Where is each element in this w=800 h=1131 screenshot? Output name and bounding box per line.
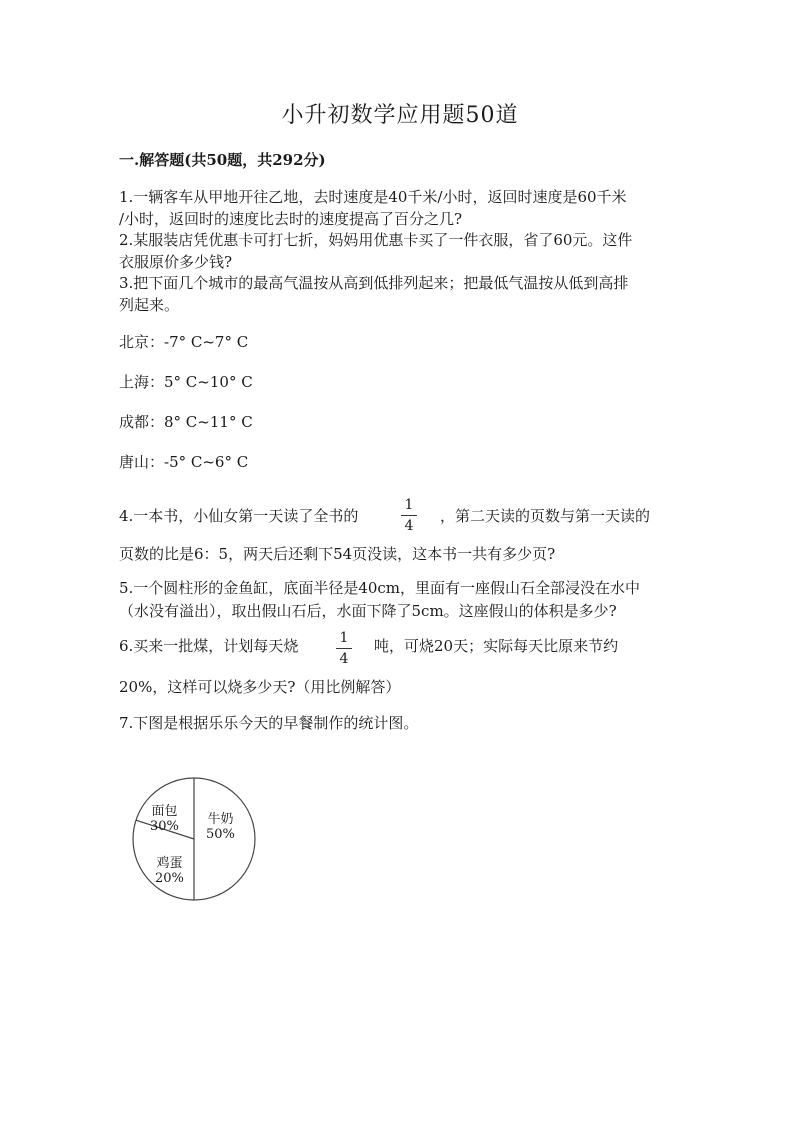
q6-fraction-numerator: 1: [339, 630, 349, 646]
section-heading: 一.解答题(共50题，共292分): [119, 151, 326, 169]
q4-fraction-numerator: 1: [404, 497, 414, 513]
q4-line2: 页数的比是6：5，两天后还剩下54页没读，这本书一共有多少页?: [119, 545, 556, 563]
pie-label-milk-name: 牛奶: [207, 812, 234, 827]
q3-city-shanghai: 上海：5° C~10° C: [119, 373, 253, 391]
pie-chart-svg: [128, 776, 262, 902]
q3-line2: 列起来。: [119, 296, 180, 314]
pie-label-egg: [155, 856, 184, 886]
q6-part1: 6.买来一批煤，计划每天烧: [119, 637, 299, 655]
q6-fraction-denominator: 4: [339, 651, 349, 667]
fraction-bar: [401, 515, 417, 516]
q7-line1: 7.下图是根据乐乐今天的早餐制作的统计图。: [119, 714, 419, 732]
pie-label-milk: [206, 812, 235, 842]
pie-label-bread-name: 面包: [151, 804, 178, 819]
q3-line1: 3.把下面几个城市的最高气温按从高到低排列起来；把最低气温按从低到高排: [119, 274, 629, 292]
q4-part2: ，第二天读的页数与第一天读的: [440, 507, 651, 525]
pie-label-bread: [150, 804, 179, 834]
q3-city-beijing: 北京：-7° C~7° C: [119, 333, 249, 351]
q1-line2: /小时，返回时的速度比去时的速度提高了百分之几?: [119, 210, 463, 228]
q5-line2: （水没有溢出），取出假山石后，水面下降了5cm。这座假山的体积是多少?: [119, 602, 617, 620]
pie-label-egg-value: 20%: [155, 871, 184, 886]
pie-label-bread-value: 30%: [150, 819, 179, 834]
fraction-bar: [336, 648, 352, 649]
pie-label-egg-name: 鸡蛋: [156, 856, 183, 871]
pie-label-milk-value: 50%: [206, 827, 235, 842]
q1-line1: 1.一辆客车从甲地开往乙地，去时速度是40千米/小时，返回时速度是60千米: [119, 188, 627, 206]
q6-part2: 吨，可烧20天；实际每天比原来节约: [374, 637, 619, 655]
q4-part1: 4.一本书，小仙女第一天读了全书的: [119, 507, 359, 525]
q2-line1: 2.某服装店凭优惠卡可打七折，妈妈用优惠卡买了一件衣服，省了60元。这件: [119, 231, 633, 249]
q2-line2: 衣服原价多少钱?: [119, 253, 233, 271]
q6-fraction: [336, 630, 352, 667]
q6-line2: 20%，这样可以烧多少天?（用比例解答）: [119, 678, 401, 696]
q3-city-tangshan: 唐山：-5° C~6° C: [119, 453, 249, 471]
q5-line1: 5.一个圆柱形的金鱼缸，底面半径是40cm，里面有一座假山石全部浸没在水中: [119, 579, 641, 597]
breakfast-pie-chart: [128, 776, 262, 902]
q4-fraction: [401, 497, 417, 534]
q4-fraction-denominator: 4: [404, 518, 414, 534]
page-title: 小升初数学应用题50道: [281, 103, 519, 128]
q3-city-chengdu: 成都：8° C~11° C: [119, 413, 253, 431]
